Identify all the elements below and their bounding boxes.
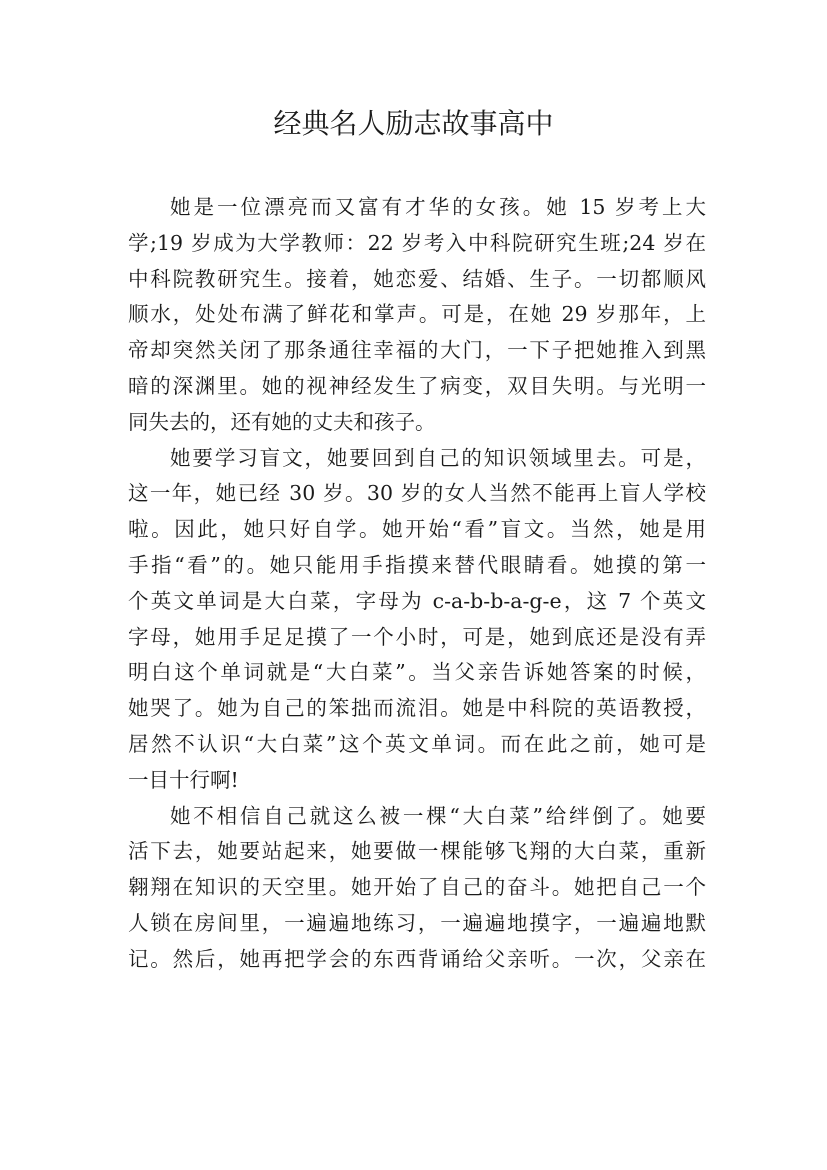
paragraph-3 xyxy=(128,799,706,978)
text-line: 字母，她用手足足摸了一个小时，可是，她到底还是没有弄 xyxy=(128,624,706,649)
paragraph-1 xyxy=(128,190,706,441)
text-line: 个英文单词是大白菜，字母为 c-a-b-b-a-g-e，这 7 个英文 xyxy=(128,588,706,613)
text-line: 顺水，处处布满了鲜花和掌声。可是，在她 29 岁那年，上 xyxy=(128,302,706,327)
text-line: 记。然后，她再把学会的东西背诵给父亲听。一次，父亲在 xyxy=(128,946,706,971)
text-line: 她不相信自己就这么被一棵“大白菜”给绊倒了。她要 xyxy=(170,803,706,828)
document-title: 经典名人励志故事高中 xyxy=(273,107,554,140)
document-body xyxy=(128,190,706,978)
text-line: 啦。因此，她只好自学。她开始“看”盲文。当然，她是用 xyxy=(128,517,706,542)
text-line: 暗的深渊里。她的视神经发生了病变，双目失明。与光明一 xyxy=(128,373,706,398)
text-line: 手指“看”的。她只能用手指摸来替代眼睛看。她摸的第一 xyxy=(128,552,706,577)
text-line: 中科院教研究生。接着，她恋爱、结婚、生子。一切都顺风 xyxy=(128,266,706,291)
text-line: 她要学习盲文，她要回到自己的知识领域里去。可是， xyxy=(170,445,706,470)
text-line: 翱翔在知识的天空里。她开始了自己的奋斗。她把自己一个 xyxy=(128,875,706,900)
text-line: 这一年，她已经 30 岁。30 岁的女人当然不能再上盲人学校 xyxy=(128,481,706,506)
text-line: 她哭了。她为自己的笨拙而流泪。她是中科院的英语教授， xyxy=(128,696,706,721)
text-line: 学;19 岁成为大学教师：22 岁考入中科院研究生班;24 岁在 xyxy=(128,230,706,255)
text-line: 一目十行啊! xyxy=(128,767,239,792)
text-line: 人锁在房间里，一遍遍地练习，一遍遍地摸字，一遍遍地默 xyxy=(128,910,706,935)
text-line: 帝却突然关闭了那条通往幸福的大门，一下子把她推入到黑 xyxy=(128,338,706,363)
paragraph-2 xyxy=(128,441,706,799)
text-line: 活下去，她要站起来，她要做一棵能够飞翔的大白菜，重新 xyxy=(128,839,706,864)
text-line: 她是一位漂亮而又富有才华的女孩。她 15 岁考上大 xyxy=(170,195,706,219)
text-line: 同失去的，还有她的丈夫和孩子。 xyxy=(128,409,436,434)
text-line: 居然不认识“大白菜”这个英文单词。而在此之前，她可是 xyxy=(128,731,706,756)
text-line: 明白这个单词就是“大白菜”。当父亲告诉她答案的时候， xyxy=(128,660,706,685)
